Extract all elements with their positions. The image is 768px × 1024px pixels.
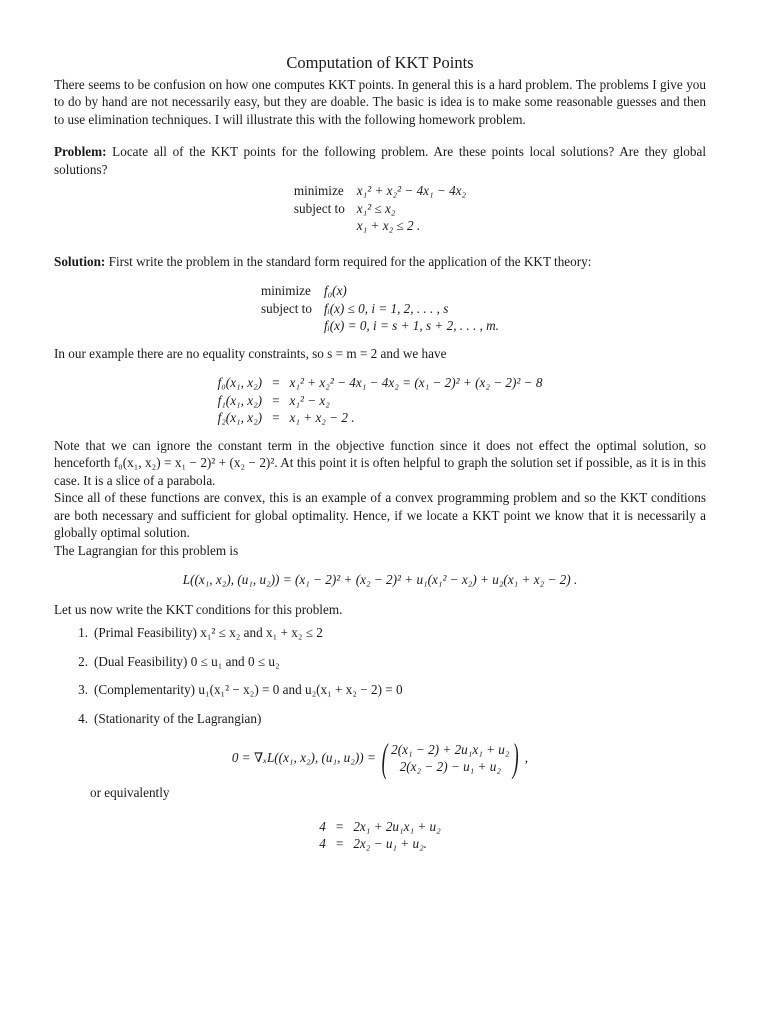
document-page — [54, 54, 706, 857]
standard-form — [54, 282, 706, 335]
final-lhs: 4 — [319, 818, 326, 834]
kkt-condition — [70, 681, 706, 699]
final-rhs: 2x₁ + 2u₁x₁ + u₂ — [353, 818, 441, 834]
left-paren: ( — [381, 735, 388, 780]
kkt-intro: Let us now write the KKT conditions for this problem. — [54, 601, 343, 617]
condition-text: (Complementarity) u₁(x₁² − x₂) = 0 and u₂(x₁ + x₂ − 2) = 0 — [94, 682, 403, 697]
problem-text: Locate all of the KKT points for the following problem. Are these points local solutions? Are they global solutions? — [54, 144, 707, 177]
problem-line-expr: x₁ + x₂ ≤ 2 . — [356, 218, 421, 233]
final-eq: = — [335, 818, 344, 834]
function-rhs: x₁ + x₂ − 2 . — [289, 410, 355, 425]
problem-table — [294, 182, 466, 235]
problem-paragraph — [54, 143, 706, 178]
gradient-tail: , — [524, 750, 529, 766]
vector-row: 2(x₂ − 2) − u₁ + u₂ — [399, 759, 501, 774]
vector-entries — [391, 741, 509, 775]
kkt-conditions-list — [54, 624, 706, 727]
function-eq: = — [272, 410, 280, 425]
problem-line-label: minimize — [293, 183, 344, 198]
lagrangian-equation: L((x₁, x₂), (u₁, u₂)) = (x₁ − 2)² + (x₂ − 2)² + u₁(x₁² − x₂) + u₂(x₁ + x₂ − 2) . — [182, 572, 578, 587]
final-equations — [54, 818, 706, 853]
final-lhs: 4 — [319, 836, 326, 851]
vector-row: 2(x₁ − 2) + 2u₁x₁ + u₂ — [391, 742, 510, 757]
kkt-condition — [70, 710, 706, 728]
standard-line-expr: f₀(x) — [323, 283, 347, 298]
solution-text: First write the problem in the standard form required for the application of the KKT theory: — [108, 253, 592, 269]
function-lhs: f₁(x₁, x₂) — [217, 392, 263, 408]
problem-formulation — [54, 182, 706, 235]
final-equations-table — [319, 818, 440, 853]
condition-text: (Stationarity of the Lagrangian) — [94, 710, 262, 726]
standard-line-label — [261, 317, 324, 335]
function-rhs: x₁² + x₂² − 4x₁ − 4x₂ = (x₁ − 2)² + (x₂ − 2)² − 8 — [289, 375, 543, 390]
function-definitions — [54, 374, 706, 427]
problem-line-expr: x₁² + x₂² − 4x₁ − 4x₂ — [356, 183, 467, 198]
final-eq: = — [335, 836, 344, 851]
function-rhs: x₁² − x₂ — [289, 392, 330, 408]
equivalently-text: or equivalently — [90, 785, 170, 800]
function-eq: = — [272, 375, 280, 390]
condition-number: 3. — [78, 682, 88, 697]
solution-paragraph — [54, 253, 706, 271]
functions-table — [218, 374, 543, 427]
kkt-condition — [70, 624, 706, 642]
stationarity-equation — [54, 735, 706, 780]
lagrangian-intro: The Lagrangian for this problem is — [54, 542, 239, 558]
gradient-lhs: 0 = ∇ₓL((x₁, x₂), (u₁, u₂)) = — [231, 750, 376, 766]
standard-line-expr: fᵢ(x) = 0, i = s + 1, s + 2, . . . , m. — [323, 318, 499, 333]
convex-paragraph: Since all of these functions are convex, this is an example of a convex programming problem and so the KKT conditions are both necessary and sufficient for global optimality. Hence, if we locate a KKT point we know that it is necessarily a globally optimal solution. — [54, 490, 706, 540]
condition-number: 1. — [78, 625, 88, 640]
condition-number: 2. — [78, 653, 88, 669]
problem-line-expr: x₁² ≤ x₂ — [356, 200, 396, 216]
problem-line-label: subject to — [293, 200, 345, 216]
condition-text: (Primal Feasibility) x₁² ≤ x₂ and x₁ + x₂ ≤ 2 — [94, 625, 323, 640]
problem-label: Problem: — [54, 144, 107, 159]
function-lhs: f₂(x₁, x₂) — [217, 410, 263, 425]
right-paren: ) — [513, 735, 520, 780]
note-paragraph: Note that we can ignore the constant term in the objective function since it does not effect the optimal solution, so henceforth f₀(x₁, x₂) = x₁ − 2)² + (x₂ − 2)². At this point it is often helpful to graph the solution set if possible, as it is in this case. It is a slice of a parabola. — [54, 437, 706, 488]
final-rhs: 2x₂ − u₁ + u₂. — [353, 836, 427, 851]
kkt-condition — [70, 653, 706, 671]
condition-number: 4. — [78, 710, 88, 726]
standard-line-label: minimize — [261, 283, 311, 298]
example-paragraph: In our example there are no equality constraints, so s = m = 2 and we have — [54, 345, 447, 361]
solution-label: Solution: — [54, 253, 106, 269]
intro-paragraph: There seems to be confusion on how one computes KKT points. In general this is a hard problem. The problems I give you to do by hand are not necessarily easy, but they are doable. The basic is idea is to make some reasonable guesses and then to use elimination techniques. I will illustrate this with the following homework problem. — [54, 76, 706, 127]
function-eq: = — [272, 392, 280, 408]
gradient-vector — [378, 735, 523, 780]
standard-line-label: subject to — [261, 300, 312, 316]
standard-line-expr: fᵢ(x) ≤ 0, i = 1, 2, . . . , s — [323, 300, 449, 316]
function-lhs: f₀(x₁, x₂) — [217, 375, 263, 390]
page-title: Computation of KKT Points — [286, 53, 474, 72]
problem-line-label — [294, 217, 357, 235]
condition-text: (Dual Feasibility) 0 ≤ u₁ and 0 ≤ u₂ — [94, 653, 280, 669]
standard-form-table — [261, 282, 499, 335]
